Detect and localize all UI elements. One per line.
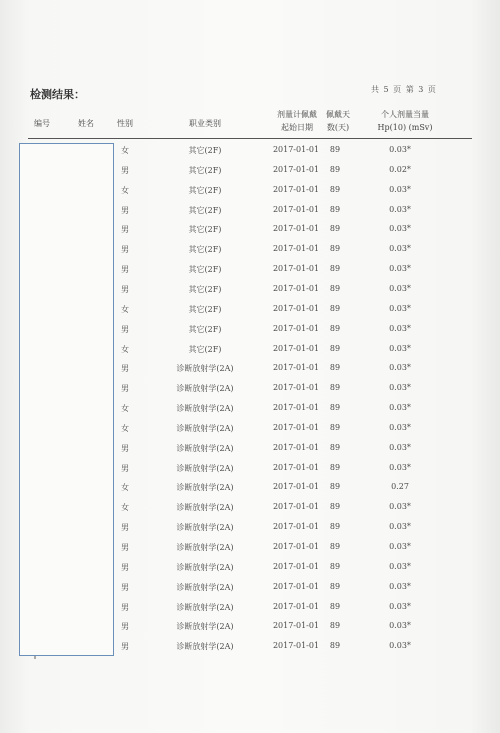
- cell-days: 89: [329, 363, 341, 373]
- cell-sex: 男: [121, 324, 129, 334]
- cell-date: 2017-01-01: [272, 482, 320, 492]
- cell-days: 89: [329, 502, 341, 512]
- cell-sex: 女: [121, 304, 129, 314]
- cell-job: 其它(2F): [188, 205, 222, 215]
- cell-dose: 0.03*: [389, 264, 411, 274]
- cell-date: 2017-01-01: [272, 303, 320, 313]
- cell-date: 2017-01-01: [272, 561, 320, 571]
- scan-speck: [34, 656, 36, 659]
- cell-days: 89: [329, 184, 341, 194]
- cell-job: 其它(2F): [188, 245, 222, 255]
- cell-days: 89: [329, 561, 341, 571]
- cell-dose: 0.03*: [389, 145, 411, 154]
- cell-job: 诊断放射学(2A): [176, 582, 234, 592]
- cell-days: 89: [329, 621, 341, 631]
- cell-dose: 0.03*: [389, 581, 411, 591]
- cell-job: 其它(2F): [188, 344, 222, 354]
- cell-dose: 0.03*: [389, 403, 411, 413]
- cell-job: 诊断放射学(2A): [176, 503, 234, 513]
- cell-sex: 男: [121, 642, 129, 652]
- cell-date: 2017-01-01: [272, 621, 320, 631]
- cell-date: 2017-01-01: [272, 244, 320, 254]
- cell-days: 89: [329, 244, 341, 254]
- cell-date: 2017-01-01: [272, 462, 320, 472]
- cell-date: 2017-01-01: [272, 204, 320, 214]
- header-job: 职业类别: [189, 119, 221, 128]
- cell-days: 89: [329, 522, 341, 532]
- cell-dose: 0.03*: [389, 184, 411, 194]
- cell-dose: 0.03*: [389, 522, 411, 532]
- cell-dose: 0.02*: [389, 164, 411, 174]
- cell-sex: 男: [121, 602, 129, 612]
- cell-days: 89: [329, 283, 341, 293]
- cell-job: 诊断放射学(2A): [176, 463, 234, 473]
- cell-sex: 女: [121, 483, 129, 493]
- cell-sex: 男: [121, 225, 129, 235]
- cell-job: 诊断放射学(2A): [176, 602, 234, 612]
- cell-days: 89: [329, 601, 341, 611]
- section-title: 检测结果：: [30, 88, 85, 101]
- cell-date: 2017-01-01: [272, 442, 320, 452]
- cell-job: 其它(2F): [188, 165, 222, 175]
- cell-sex: 男: [121, 582, 129, 592]
- redaction-box: [19, 143, 114, 656]
- cell-sex: 男: [121, 364, 129, 374]
- cell-date: 2017-01-01: [272, 641, 320, 651]
- cell-dose: 0.03*: [389, 601, 411, 611]
- header-dose-line2: Hp(10) (mSv): [377, 123, 433, 132]
- cell-job: 其它(2F): [188, 265, 222, 275]
- cell-job: 诊断放射学(2A): [176, 423, 234, 433]
- cell-job: 诊断放射学(2A): [176, 562, 234, 572]
- cell-sex: 女: [121, 404, 129, 414]
- cell-sex: 男: [121, 622, 129, 632]
- cell-date: 2017-01-01: [272, 363, 320, 373]
- cell-days: 89: [329, 442, 341, 452]
- cell-sex: 男: [121, 523, 129, 533]
- cell-date: 2017-01-01: [272, 383, 320, 393]
- cell-date: 2017-01-01: [272, 164, 320, 174]
- cell-dose: 0.27: [391, 482, 409, 492]
- cell-date: 2017-01-01: [272, 264, 320, 274]
- page-indicator: 共 5 页 第 3 页: [371, 85, 437, 94]
- cell-dose: 0.03*: [389, 561, 411, 571]
- cell-days: 89: [329, 383, 341, 393]
- cell-job: 诊断放射学(2A): [176, 364, 234, 374]
- cell-date: 2017-01-01: [272, 145, 320, 154]
- cell-job: 诊断放射学(2A): [176, 384, 234, 394]
- cell-sex: 女: [121, 344, 129, 354]
- cell-job: 其它(2F): [188, 185, 222, 195]
- cell-date: 2017-01-01: [272, 403, 320, 413]
- cell-dose: 0.03*: [389, 224, 411, 234]
- cell-job: 诊断放射学(2A): [176, 483, 234, 493]
- cell-sex: 男: [121, 443, 129, 453]
- cell-dose: 0.03*: [389, 383, 411, 393]
- cell-dose: 0.03*: [389, 343, 411, 353]
- header-id: 编号: [34, 119, 50, 128]
- cell-job: 其它(2F): [188, 225, 222, 235]
- cell-days: 89: [329, 641, 341, 651]
- header-name: 姓名: [78, 119, 94, 128]
- cell-dose: 0.03*: [389, 422, 411, 432]
- cell-job: 其它(2F): [188, 146, 222, 155]
- cell-date: 2017-01-01: [272, 224, 320, 234]
- cell-days: 89: [329, 145, 341, 154]
- cell-dose: 0.03*: [389, 303, 411, 313]
- cell-dose: 0.03*: [389, 502, 411, 512]
- cell-dose: 0.03*: [389, 442, 411, 452]
- cell-days: 89: [329, 204, 341, 214]
- cell-sex: 女: [121, 185, 129, 195]
- cell-days: 89: [329, 403, 341, 413]
- cell-job: 其它(2F): [188, 304, 222, 314]
- cell-days: 89: [329, 323, 341, 333]
- cell-sex: 男: [121, 284, 129, 294]
- cell-days: 89: [329, 343, 341, 353]
- cell-date: 2017-01-01: [272, 502, 320, 512]
- cell-date: 2017-01-01: [272, 422, 320, 432]
- cell-sex: 男: [121, 384, 129, 394]
- cell-days: 89: [329, 164, 341, 174]
- cell-sex: 女: [121, 423, 129, 433]
- cell-dose: 0.03*: [389, 542, 411, 551]
- cell-date: 2017-01-01: [272, 323, 320, 333]
- cell-dose: 0.03*: [389, 283, 411, 293]
- cell-dose: 0.03*: [389, 323, 411, 333]
- cell-dose: 0.03*: [389, 641, 411, 651]
- cell-sex: 男: [121, 543, 129, 552]
- cell-date: 2017-01-01: [272, 601, 320, 611]
- cell-job: 诊断放射学(2A): [176, 642, 234, 652]
- cell-job: 诊断放射学(2A): [176, 404, 234, 414]
- cell-dose: 0.03*: [389, 621, 411, 631]
- cell-dose: 0.03*: [389, 204, 411, 214]
- cell-job: 其它(2F): [188, 284, 222, 294]
- cell-days: 89: [329, 264, 341, 274]
- cell-job: 诊断放射学(2A): [176, 622, 234, 632]
- cell-days: 89: [329, 303, 341, 313]
- header-date-line2: 起始日期: [281, 123, 313, 132]
- cell-days: 89: [329, 542, 341, 551]
- header-sex: 性别: [117, 119, 133, 128]
- cell-sex: 男: [121, 205, 129, 215]
- cell-days: 89: [329, 462, 341, 472]
- cell-job: 诊断放射学(2A): [176, 443, 234, 453]
- header-rule: [28, 138, 472, 139]
- header-days-line1: 佩戴天: [326, 110, 350, 119]
- cell-sex: 男: [121, 562, 129, 572]
- cell-job: 其它(2F): [188, 324, 222, 334]
- cell-days: 89: [329, 581, 341, 591]
- header-date-line1: 剂量计佩戴: [277, 110, 317, 119]
- cell-days: 89: [329, 224, 341, 234]
- cell-days: 89: [329, 422, 341, 432]
- cell-dose: 0.03*: [389, 363, 411, 373]
- cell-date: 2017-01-01: [272, 184, 320, 194]
- cell-date: 2017-01-01: [272, 581, 320, 591]
- cell-date: 2017-01-01: [272, 283, 320, 293]
- cell-sex: 男: [121, 463, 129, 473]
- cell-date: 2017-01-01: [272, 542, 320, 551]
- cell-job: 诊断放射学(2A): [176, 523, 234, 533]
- cell-sex: 男: [121, 245, 129, 255]
- header-dose-line1: 个人剂量当量: [381, 110, 429, 119]
- cell-date: 2017-01-01: [272, 522, 320, 532]
- cell-job: 诊断放射学(2A): [176, 543, 234, 552]
- cell-sex: 男: [121, 265, 129, 275]
- cell-sex: 女: [121, 503, 129, 513]
- header-days-line2: 数(天): [326, 123, 350, 132]
- cell-sex: 女: [121, 146, 129, 155]
- cell-days: 89: [329, 482, 341, 492]
- cell-dose: 0.03*: [389, 244, 411, 254]
- cell-dose: 0.03*: [389, 462, 411, 472]
- cell-date: 2017-01-01: [272, 343, 320, 353]
- cell-sex: 男: [121, 165, 129, 175]
